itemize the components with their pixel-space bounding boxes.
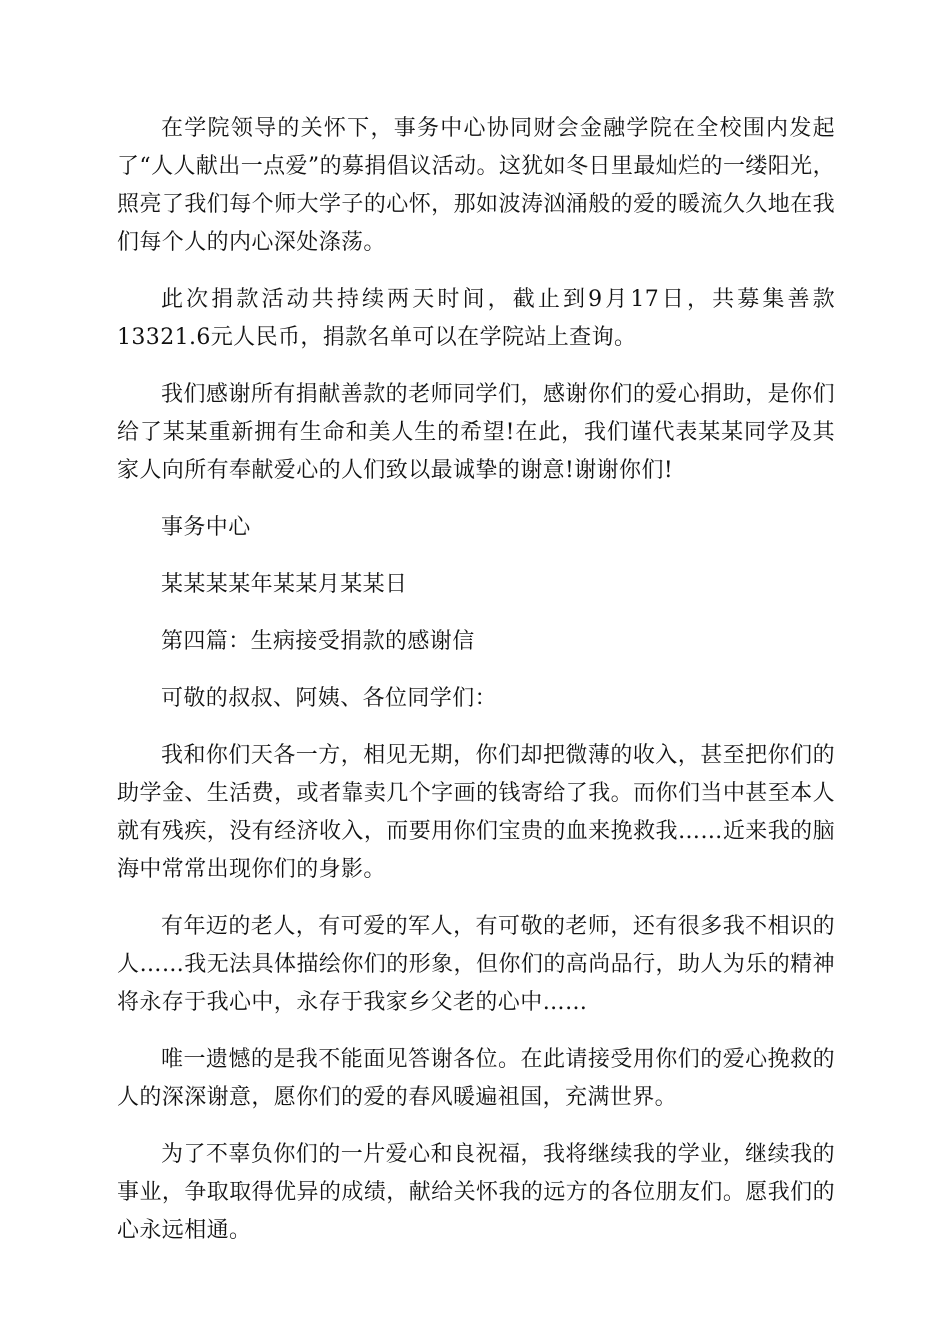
document-body: [117, 110, 835, 1269]
signature-organization: 事务中心: [161, 515, 251, 540]
section-title: 第四篇：生病接受捐款的感谢信: [161, 629, 475, 654]
paragraph-donors: 有年迈的老人，有可爱的军人，有可敬的老师，还有很多我不相识的人……我无法具体描绘你们的形象，但你们的高尚品行，助人为乐的精神将永存于我心中，永存于我家乡父老的心中……: [117, 914, 835, 1015]
paragraph-promise: 为了不辜负你们的一片爱心和良祝福，我将继续我的学业，继续我的事业，争取取得优异的成绩，献给关怀我的远方的各位朋友们。愿我们的心永远相通。: [117, 1142, 835, 1243]
paragraph-donation-initiative: 在学院领导的关怀下，事务中心协同财会金融学院在全校围内发起了“人人献出一点爱”的募捐倡议活动。这犹如冬日里最灿烂的一缕阳光，照亮了我们每个师大学子的心怀，那如波涛汹涌般的爱的暖流久久地在我们每个人的内心深处涤荡。: [117, 116, 835, 255]
signature-date: 某某某某年某某月某某日: [161, 572, 408, 597]
paragraph-regret: 唯一遗憾的是我不能面见答谢各位。在此请接受用你们的爱心挽救的人的深深谢意，愿你们的爱的春风暖遍祖国，充满世界。: [117, 1047, 835, 1110]
paragraph-donation-total: 此次捐款活动共持续两天时间，截止到9月17日，共募集善款13321.6元人民币，捐款名单可以在学院站上查询。: [117, 287, 835, 350]
paragraph-received-help: 我和你们天各一方，相见无期，你们却把微薄的收入，甚至把你们的助学金、生活费，或者靠卖几个字画的钱寄给了我。而你们当中甚至本人就有残疾，没有经济收入，而要用你们宝贵的血来挽救我……近来我的脑海中常常出现你们的身影。: [117, 743, 835, 882]
paragraph-thanks: 我们感谢所有捐献善款的老师同学们，感谢你们的爱心捐助，是你们给了某某重新拥有生命和美人生的希望!在此，我们谨代表某某同学及其家人向所有奉献爱心的人们致以最诚挚的谢意!谢谢你们!: [117, 382, 835, 483]
salutation: 可敬的叔叔、阿姨、各位同学们：: [161, 686, 498, 711]
